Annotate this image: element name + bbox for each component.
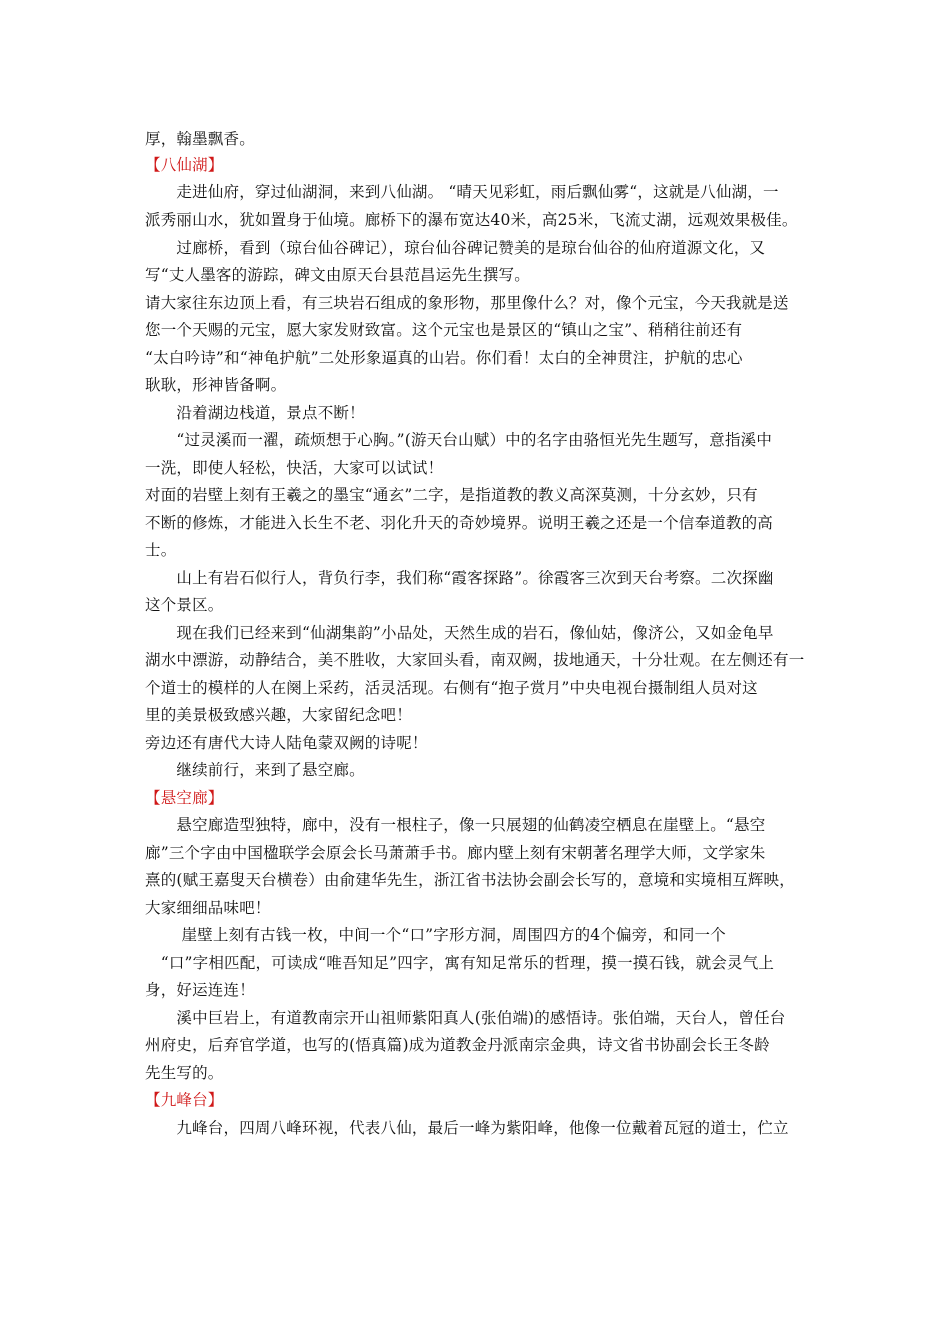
text-line: 不断的修炼，才能进入长生不老、羽化升天的奇妙境界。说明王羲之还是一个信奉道教的高 (145, 514, 774, 532)
text-line: 廊”三个字由中国楹联学会原会长马萧萧手书。廊内壁上刻有宋朝著名理学大师，文学家朱 (145, 844, 766, 862)
text-line: 熹的(赋王嘉叟天台横卷）由俞建华先生，浙江省书法协会副会长写的，意境和实境相互辉映， (145, 871, 795, 889)
text-line: 您一个天赐的元宝，愿大家发财致富。这个元宝也是景区的“镇山之宝”、稍稍往前还有 (145, 321, 743, 339)
text-line: “口”字相匹配，可读成“唯吾知足”四字，寓有知足常乐的哲理，摸一摸石钱，就会灵气上 (145, 954, 775, 972)
text-line: 这个景区。 (145, 596, 224, 614)
text-line: 溪中巨岩上，有道教南宗开山祖师紫阳真人(张伯端)的感悟诗。张伯端，天台人，曾任台 (145, 1009, 786, 1027)
text-line: 现在我们已经来到“仙湖集韵”小品处，天然生成的岩石，像仙姑，像济公，又如金龟早 (145, 624, 774, 642)
text-line: 写“丈人墨客的游踪，碑文由原天台县范昌运先生撰写。 (145, 266, 530, 284)
text-line: 请大家往东边顶上看，有三块岩石组成的象形物，那里像什么？对，像个元宝，今天我就是送 (145, 294, 789, 312)
text-line: 士。 (145, 541, 177, 559)
text-line: 对面的岩壁上刻有王羲之的墨宝“通玄”二字，是指道教的教义高深莫测，十分玄妙，只有 (145, 486, 758, 504)
text-line: 先生写的。 (145, 1064, 224, 1082)
text-line: 旁边还有唐代大诗人陆龟蒙双阙的诗呢！ (145, 734, 428, 752)
text-line: 过廊桥，看到（琼台仙谷碑记），琼台仙谷碑记赞美的是琼台仙谷的仙府道源文化，又 (145, 239, 766, 257)
section-heading-xuankonglang: 【悬空廊】 (145, 789, 224, 807)
text-line: 一洗，即使人轻松，快活，大家可以试试！ (145, 459, 444, 477)
text-line: 崖壁上刻有古钱一枚，中间一个“口”字形方洞，周围四方的4个偏旁，和同一个 (145, 926, 726, 944)
text-line: 个道士的模样的人在阕上采药，活灵活现。右侧有“抱子赏月”中央电视台摄制组人员对这 (145, 679, 758, 697)
text-line: 继续前行，来到了悬空廊。 (145, 761, 365, 779)
section-heading-baxianhu: 【八仙湖】 (145, 156, 224, 174)
text-line: “太白吟诗”和“神龟护航”二处形象逼真的山岩。你们看！太白的全神贯注，护航的忠心 (145, 349, 743, 367)
text-line: 悬空廊造型独特，廊中，没有一根柱子，像一只展翅的仙鹤凌空栖息在崖壁上。“悬空 (145, 816, 766, 834)
text-line: 州府史，后弃官学道，也写的(悟真篇)成为道教金丹派南宗金典，诗文省书协副会长王冬龄 (145, 1036, 770, 1054)
text-line: 里的美景极致感兴趣，大家留纪念吧！ (145, 706, 412, 724)
text-line: 耿耿，形神皆备啊。 (145, 376, 287, 394)
text-line: 山上有岩石似行人，背负行李，我们称“霞客探路”。徐霞客三次到天台考察。二次探幽 (145, 569, 774, 587)
text-line: 派秀丽山水，犹如置身于仙境。廊桥下的瀑布宽达40米，高25米，飞流丈湖，远观效果极佳。 (145, 211, 798, 229)
section-heading-jiufengtai: 【九峰台】 (145, 1091, 224, 1109)
text-line: 走进仙府，穿过仙湖洞，来到八仙湖。 “晴天见彩虹，雨后飘仙雾“，这就是八仙湖，一 (145, 183, 779, 201)
text-line: 身，好运连连！ (145, 981, 255, 999)
text-line: “过灵溪而一濯，疏烦想于心胸。”(游天台山赋）中的名字由骆恒光先生题写，意指溪中 (145, 431, 773, 449)
text-line: 沿着湖边栈道，景点不断！ (145, 404, 365, 422)
text-line: 湖水中漂游，动静结合，美不胜收，大家回头看，南双阙，拔地通天，十分壮观。在左侧还有一 (145, 651, 805, 669)
text-line: 厚，翰墨飘香。 (145, 130, 255, 148)
text-line: 九峰台，四周八峰环视，代表八仙，最后一峰为紫阳峰，他像一位戴着瓦冠的道士，伫立 (145, 1119, 789, 1137)
text-line: 大家细细品味吧！ (145, 899, 271, 917)
